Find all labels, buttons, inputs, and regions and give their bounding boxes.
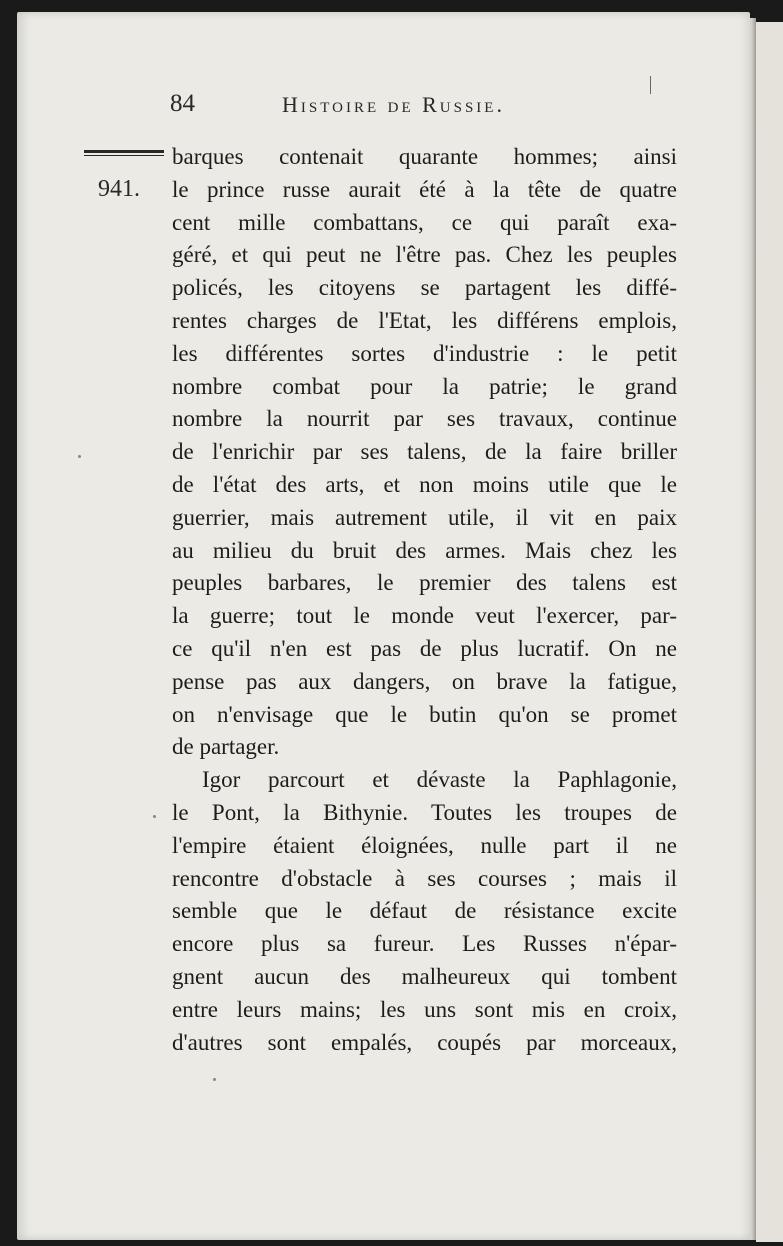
text-line: peuples barbares, le premier des talens est — [172, 570, 677, 596]
paper-speck — [78, 455, 81, 458]
stray-ink-mark — [650, 76, 651, 94]
text-line: ce qu'il n'en est pas de plus lucratif. On ne — [172, 635, 677, 661]
text-line: on n'envisage que le butin qu'on se promet — [172, 701, 677, 727]
margin-year-note: 941. — [98, 176, 140, 202]
text-line: policés, les citoyens se partagent les diffé- — [172, 275, 677, 301]
body-text — [172, 141, 677, 1059]
text-line: rencontre d'obstacle à ses courses ; mais il — [172, 865, 677, 891]
text-line: Igor parcourt et dévaste la Paphlagonie, — [202, 767, 677, 793]
text-line: entre leurs mains; les uns sont mis en croix, — [172, 996, 677, 1022]
page-number: 84 — [170, 90, 195, 117]
text-line: encore plus sa fureur. Les Russes n'épar- — [172, 931, 677, 957]
text-line: d'autres sont empalés, coupés par morceaux, — [172, 1029, 677, 1055]
paper-speck — [213, 1078, 216, 1081]
text-line: au milieu du bruit des armes. Mais chez les — [172, 537, 677, 563]
text-line: nombre la nourrit par ses travaux, continue — [172, 406, 677, 432]
text-line: le Pont, la Bithynie. Toutes les troupes de — [172, 799, 677, 825]
text-line: de l'état des arts, et non moins utile que le — [172, 471, 677, 497]
running-head — [170, 88, 590, 128]
text-line: l'empire étaient éloignées, nulle part il ne — [172, 832, 677, 858]
text-line: nombre combat pour la patrie; le grand — [172, 373, 677, 399]
continuation-rule — [84, 150, 164, 156]
text-line: la guerre; tout le monde veut l'exercer, par- — [172, 603, 677, 629]
text-line: pense pas aux dangers, on brave la fatigue, — [172, 668, 677, 694]
text-line: les différentes sortes d'industrie : le petit — [172, 340, 677, 366]
text-line: barques contenait quarante hommes; ainsi — [172, 144, 677, 169]
text-line: cent mille combattans, ce qui paraît exa- — [172, 209, 677, 235]
text-line: de partager. — [172, 734, 280, 760]
text-line: le prince russe aurait été à la tête de quatre — [172, 176, 677, 202]
facing-page-edge — [756, 22, 783, 1242]
text-line: géré, et qui peut ne l'être pas. Chez les peuples — [172, 242, 677, 268]
text-line: guerrier, mais autrement utile, il vit en paix — [172, 504, 677, 530]
text-line: de l'enrichir par ses talens, de la faire briller — [172, 439, 677, 465]
running-title: Histoire de Russie. — [282, 92, 505, 117]
text-line: gnent aucun des malheureux qui tombent — [172, 963, 677, 989]
text-line: semble que le défaut de résistance excite — [172, 898, 677, 924]
paper-speck — [153, 815, 156, 818]
text-line: rentes charges de l'Etat, les différens emplois, — [172, 307, 677, 333]
